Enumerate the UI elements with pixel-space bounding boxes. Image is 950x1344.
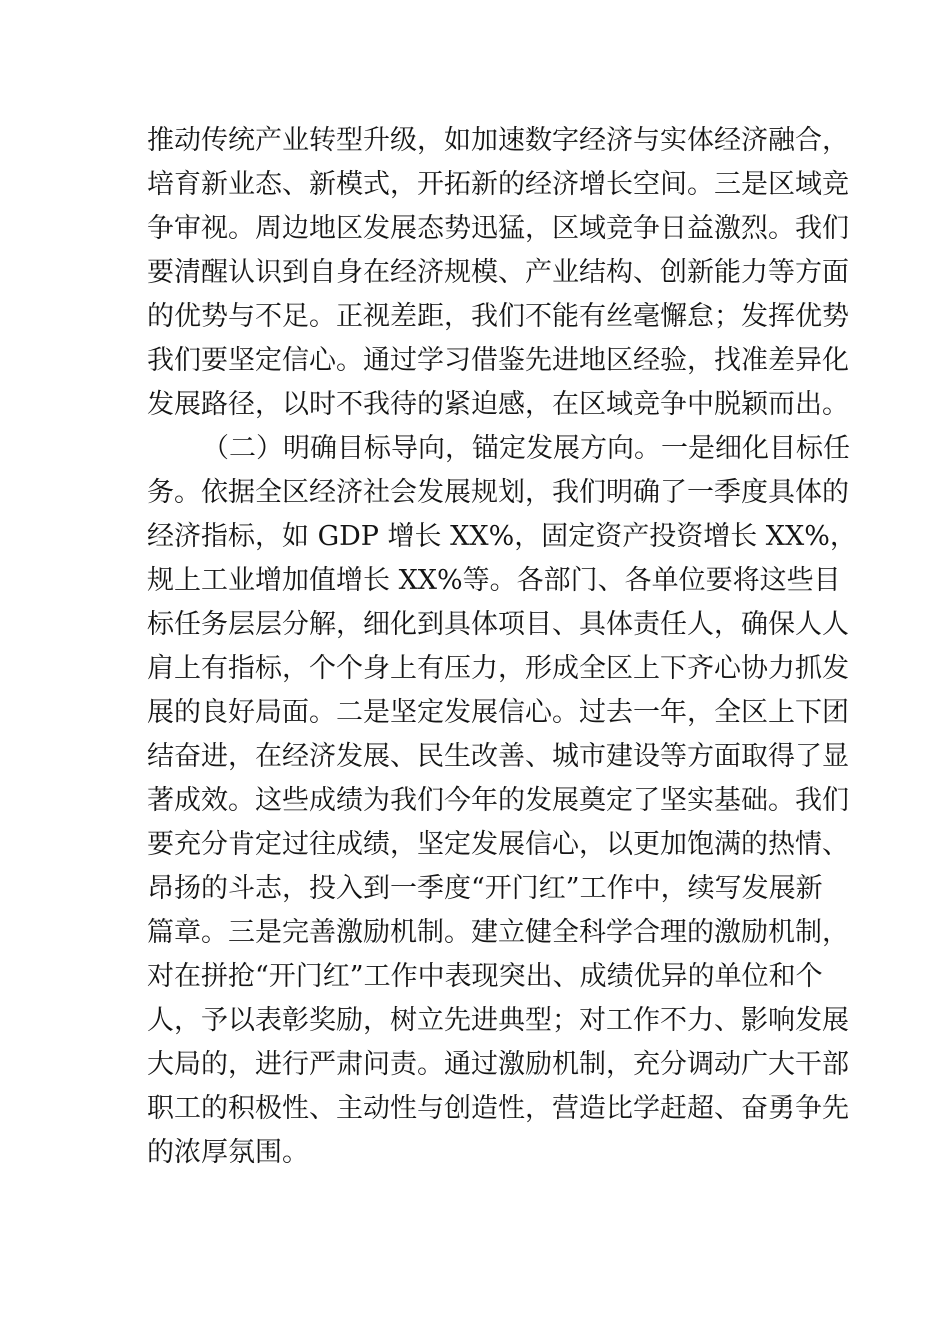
text-line: 发展路径，以时不我待的紧迫感，在区域竞争中脱颖而出。 (147, 389, 849, 420)
text-line: 要充分肯定过往成绩，坚定发展信心，以更加饱满的热情、 (147, 829, 849, 860)
text-line: 篇章。三是完善激励机制。建立健全科学合理的激励机制， (147, 917, 849, 948)
text-line: 经济指标，如 GDP 增长 XX%，固定资产投资增长 XX%， (147, 521, 857, 552)
text-line: 的优势与不足。正视差距，我们不能有丝毫懈怠；发挥优势 (147, 301, 849, 332)
text-line: 推动传统产业转型升级，如加速数字经济与实体经济融合， (147, 125, 849, 156)
text-line: 职工的积极性、主动性与创造性，营造比学赶超、奋勇争先 (147, 1093, 849, 1124)
text-line: 结奋进，在经济发展、民生改善、城市建设等方面取得了显 (147, 741, 849, 772)
text-line: 大局的，进行严肃问责。通过激励机制，充分调动广大干部 (147, 1049, 849, 1080)
text-line: 对在拼抢“开门红”工作中表现突出、成绩优异的单位和个 (147, 961, 823, 992)
text-line: 著成效。这些成绩为我们今年的发展奠定了坚实基础。我们 (147, 785, 849, 816)
text-line: 标任务层层分解，细化到具体项目、具体责任人，确保人人 (147, 609, 849, 640)
text-line: 我们要坚定信心。通过学习借鉴先进地区经验，找准差异化 (147, 345, 849, 376)
text-line: 培育新业态、新模式，开拓新的经济增长空间。三是区域竞 (147, 169, 849, 200)
text-line: 的浓厚氛围。 (147, 1137, 309, 1168)
text-line: 人，予以表彰奖励，树立先进典型；对工作不力、影响发展 (147, 1005, 849, 1036)
text-line: 肩上有指标，个个身上有压力，形成全区上下齐心协力抓发 (147, 653, 849, 684)
text-line: 务。依据全区经济社会发展规划，我们明确了一季度具体的 (147, 477, 849, 508)
section-heading-line: （二）明确目标导向，锚定发展方向。一是细化目标任 (202, 433, 850, 464)
text-line: 规上工业增加值增长 XX%等。各部门、各单位要将这些目 (147, 565, 841, 596)
text-line: 展的良好局面。二是坚定发展信心。过去一年，全区上下团 (147, 697, 849, 728)
text-line: 要清醒认识到自身在经济规模、产业结构、创新能力等方面 (147, 257, 849, 288)
text-line: 争审视。周边地区发展态势迅猛，区域竞争日益激烈。我们 (147, 213, 849, 244)
text-line: 昂扬的斗志，投入到一季度“开门红”工作中，续写发展新 (147, 873, 823, 904)
